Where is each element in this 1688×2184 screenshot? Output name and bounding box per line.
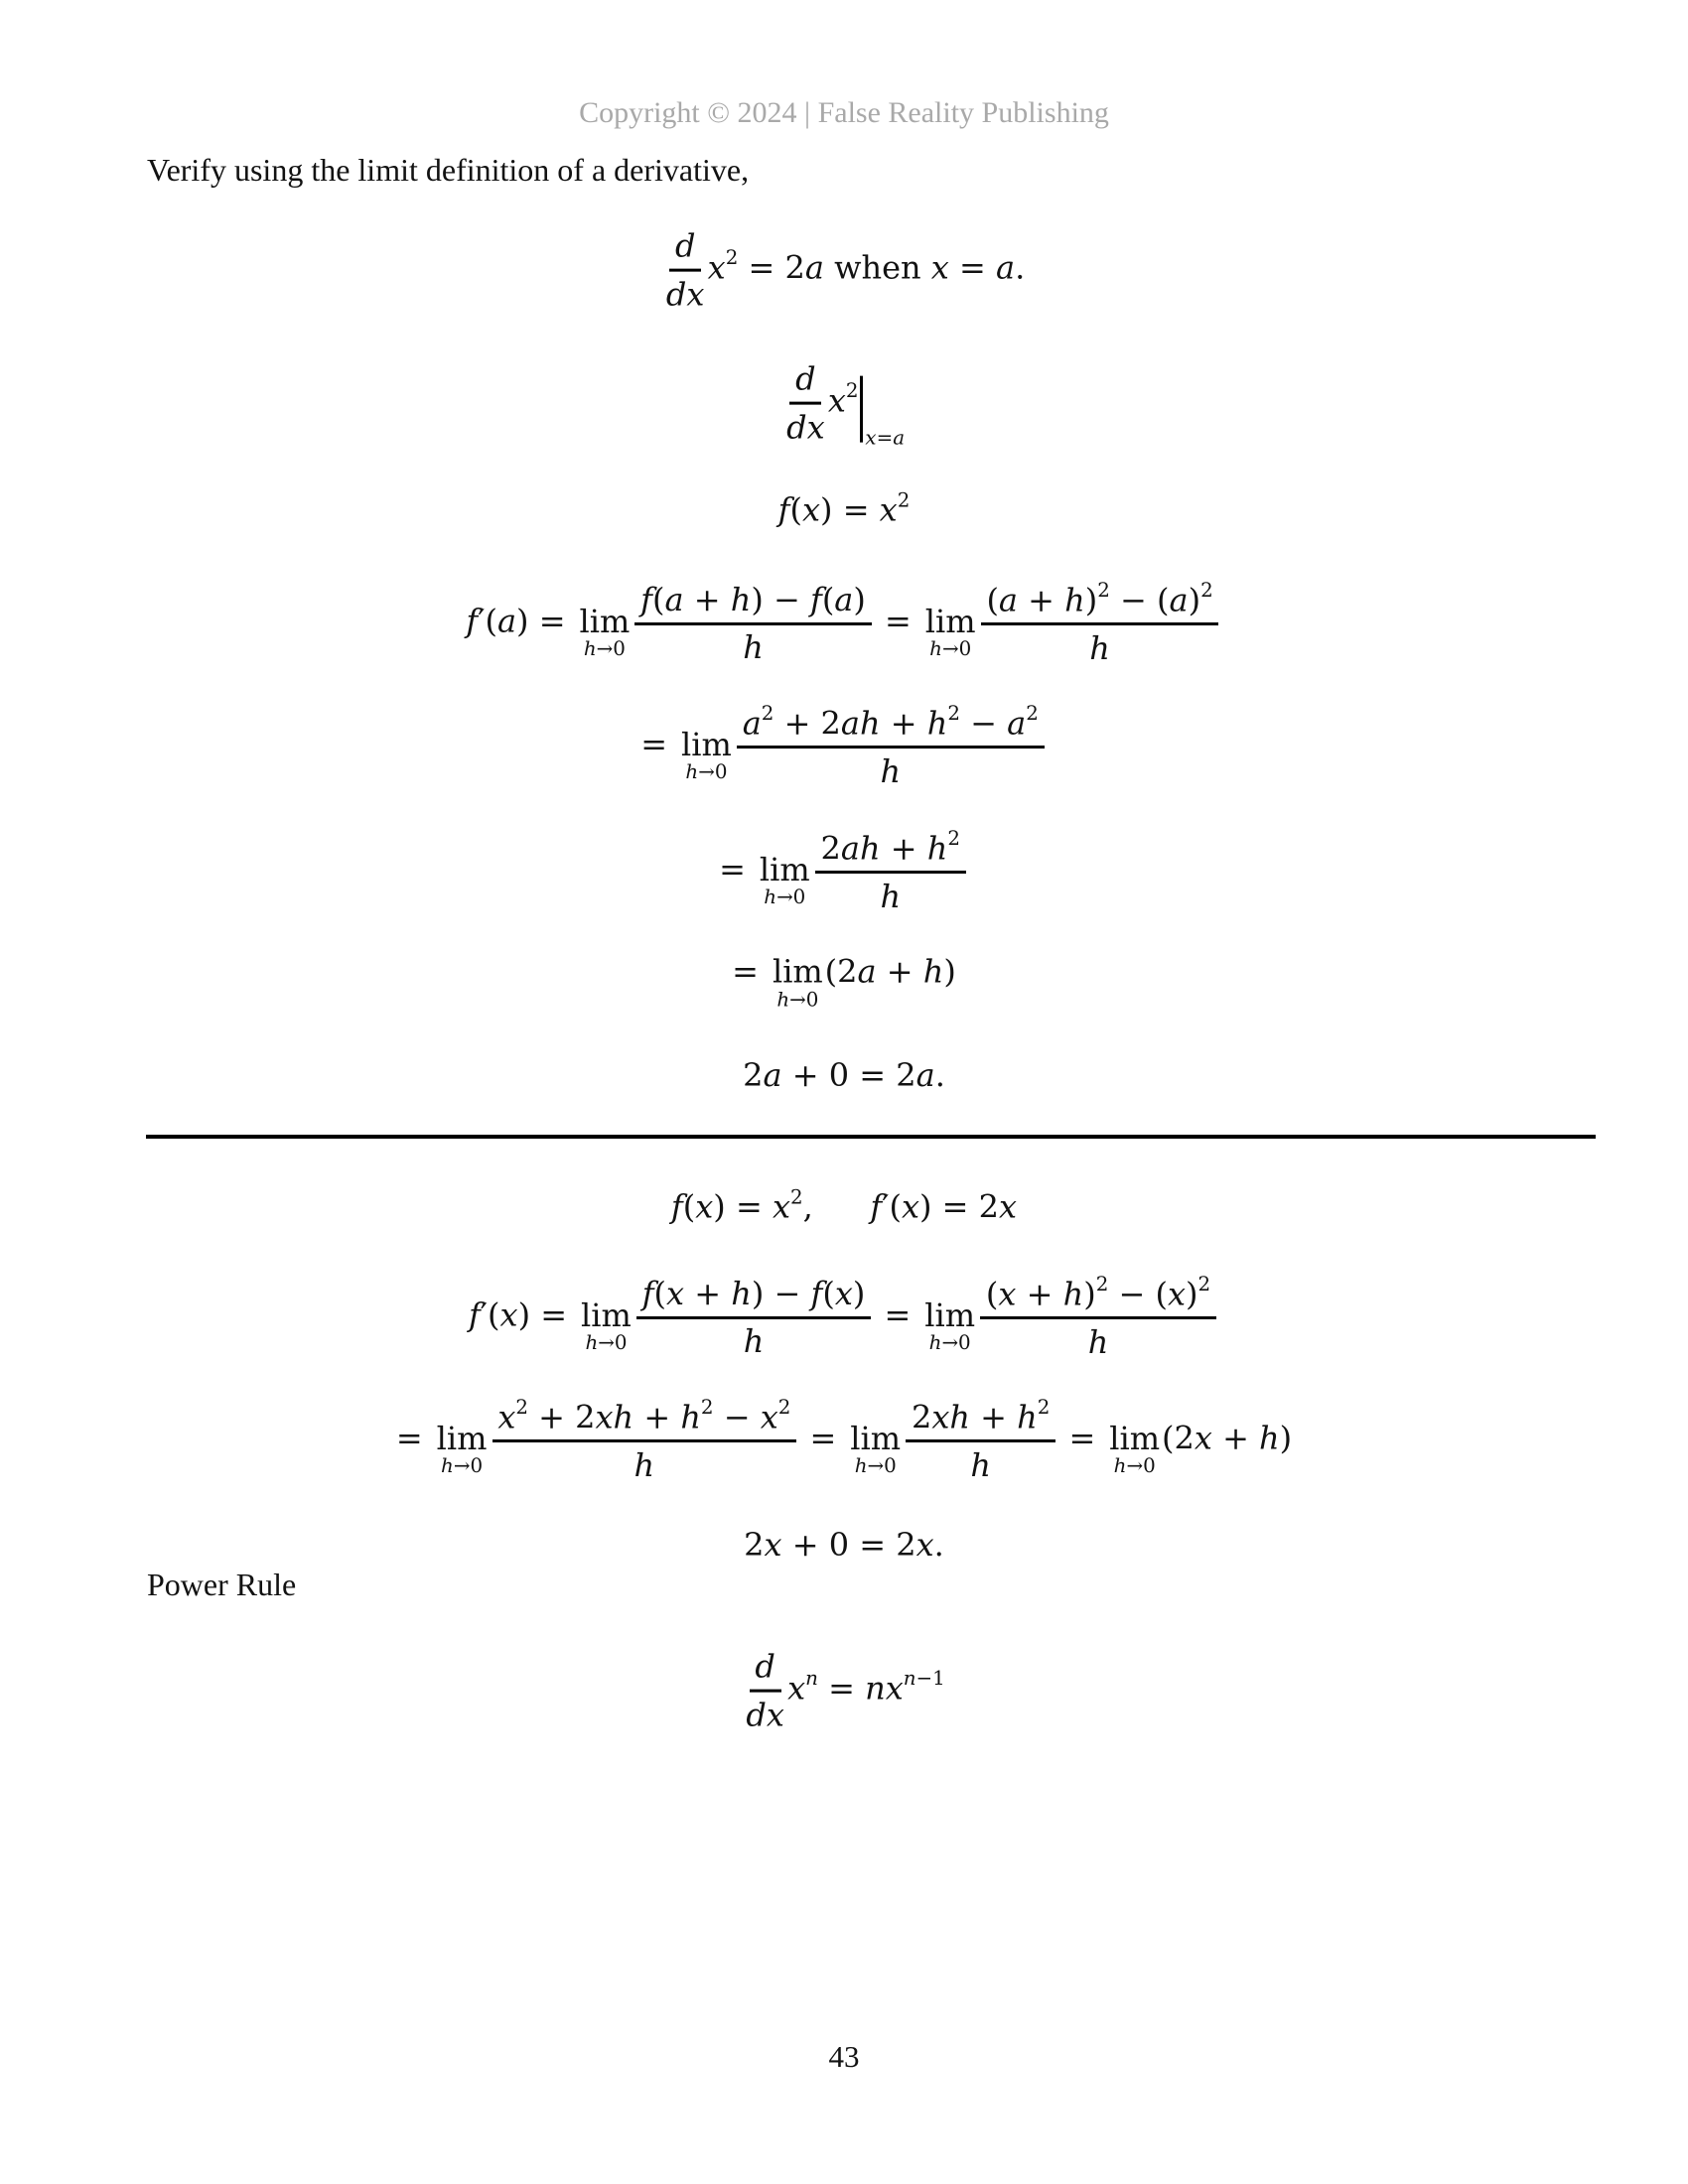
math-text: =: [732, 952, 770, 991]
math-superscript: [1200, 579, 1213, 602]
math-variable: h: [743, 1322, 765, 1361]
fraction-numerator: [737, 702, 1045, 749]
math-variable: h: [1064, 581, 1085, 619]
limit-word: lim: [759, 850, 810, 888]
math-text: ) −: [751, 1274, 811, 1312]
math-text: ): [1084, 581, 1098, 619]
fraction-denominator: [880, 874, 901, 916]
math-fraction: [815, 827, 966, 916]
math-text: =: [874, 1296, 921, 1334]
equation-steps-x: [0, 1396, 1688, 1485]
math-variable: x: [901, 1187, 920, 1226]
equation-power-rule: [0, 1647, 1688, 1735]
math-text: 2: [897, 488, 911, 512]
math-variable: f: [466, 602, 479, 640]
math-variable: x: [764, 1526, 782, 1564]
math-text: + 2: [527, 1398, 596, 1436]
math-text: ): [1188, 581, 1201, 619]
math-fraction: [636, 1274, 871, 1362]
evaluation-bar: [860, 375, 906, 450]
section-divider: [146, 1135, 1596, 1139]
math-variable: x: [497, 1398, 516, 1436]
math-text: 2: [845, 379, 859, 403]
equation-result-x: [0, 1525, 1688, 1565]
math-text: + 0 = 2: [781, 1526, 916, 1564]
math-text: 2: [744, 1526, 765, 1564]
equation-limit-a: [0, 951, 1688, 1010]
math-variable: ah: [840, 829, 881, 868]
limit-word: lim: [581, 1296, 632, 1334]
fraction-numerator: [815, 827, 966, 874]
math-text: →0: [789, 987, 819, 1011]
math-superscript: [947, 702, 960, 725]
math-limit: [579, 602, 631, 661]
math-text: 2: [820, 829, 841, 868]
math-text: 2: [761, 701, 774, 725]
fraction-denominator: [634, 1442, 655, 1485]
math-text: ) −: [751, 580, 810, 618]
math-superscript: [778, 1396, 791, 1419]
math-text: ): [943, 952, 956, 991]
math-text: ) =: [517, 1296, 578, 1334]
math-text: =: [817, 1669, 866, 1707]
limit-subscript: [1114, 1455, 1156, 1477]
limit-subscript: [776, 989, 818, 1011]
limit-subscript: [441, 1455, 483, 1477]
math-superscript: [1026, 702, 1039, 725]
math-variable: a: [1169, 581, 1189, 619]
math-variable: h: [970, 1446, 991, 1485]
fraction-numerator: [980, 1273, 1216, 1319]
math-variable: nx: [865, 1669, 904, 1707]
math-superscript: [1097, 579, 1110, 602]
limit-word: lim: [1109, 1419, 1161, 1457]
math-text: 2: [789, 1185, 803, 1209]
fraction-denominator: [743, 625, 764, 668]
math-variable: h: [743, 628, 764, 667]
math-variable: h: [731, 1274, 752, 1312]
math-variable: h: [1113, 1454, 1127, 1478]
math-superscript: [947, 827, 960, 850]
fraction-numerator: [789, 359, 821, 405]
math-variable: dx: [746, 1696, 784, 1734]
math-superscript: [701, 1396, 714, 1419]
math-variable: h: [764, 886, 777, 909]
limit-subscript: [929, 1332, 971, 1354]
limit-subscript: [685, 761, 727, 783]
fraction-numerator: [636, 1274, 871, 1319]
fraction-denominator: [666, 272, 705, 315]
math-fraction: [666, 226, 705, 315]
math-text: ): [852, 1274, 866, 1312]
math-limit: [681, 725, 732, 784]
math-variable: x: [1167, 1275, 1187, 1313]
math-text: +: [1016, 1275, 1063, 1313]
math-limit: [924, 602, 976, 661]
math-variable: a: [664, 580, 684, 618]
math-text: →0: [1126, 1454, 1156, 1478]
limit-subscript: [585, 1332, 627, 1354]
math-text: 2: [1197, 1272, 1211, 1296]
math-variable: x: [787, 1669, 806, 1707]
math-text: 2: [1037, 1395, 1051, 1419]
math-text: +: [684, 1274, 732, 1312]
math-text: +: [633, 1398, 681, 1436]
math-variable: dx: [786, 408, 825, 447]
math-variable: x: [930, 248, 949, 287]
math-variable: f: [870, 1187, 883, 1226]
math-text: +: [969, 1398, 1018, 1436]
intro-text: Verify using the limit definition of a derivative,: [147, 152, 750, 188]
math-text: −: [713, 1398, 761, 1436]
math-variable: d: [674, 226, 696, 265]
fraction-denominator: [1088, 1319, 1109, 1362]
math-text: (: [821, 580, 835, 618]
math-variable: x: [695, 1187, 714, 1226]
math-variable: f: [777, 490, 790, 529]
math-superscript: [1198, 1273, 1211, 1296]
limit-word: lim: [436, 1419, 488, 1457]
math-text: +: [880, 704, 927, 743]
math-variable: x: [666, 1274, 685, 1312]
math-variable: a: [496, 602, 517, 640]
math-text: (: [985, 1275, 999, 1313]
limit-subscript: [764, 887, 805, 908]
math-limit: [924, 1298, 975, 1353]
math-text: →0: [453, 1454, 484, 1478]
math-text: =: [395, 1419, 433, 1457]
math-variable: a: [893, 426, 906, 450]
math-variable: f: [640, 580, 652, 618]
limit-subscript: [855, 1455, 897, 1477]
math-superscript: [846, 379, 859, 402]
math-variable: h: [583, 637, 597, 661]
math-text: ′(: [480, 1296, 500, 1334]
math-variable: a: [763, 1056, 782, 1094]
math-text: =: [874, 602, 921, 640]
math-superscript: [898, 488, 911, 511]
math-text: →0: [598, 1331, 628, 1355]
equation-fprime-a: [0, 579, 1688, 668]
math-variable: d: [795, 359, 816, 398]
math-text: (: [682, 1187, 696, 1226]
limit-word: lim: [924, 1296, 976, 1334]
math-variable: h: [1259, 1419, 1280, 1457]
math-text: +: [1018, 581, 1065, 619]
math-text: 2: [743, 1056, 764, 1094]
math-text: 2: [700, 1395, 714, 1419]
math-variable: x: [999, 1187, 1018, 1226]
math-superscript: [1038, 1396, 1051, 1419]
equation-expand-a: [0, 702, 1688, 791]
math-variable: a: [834, 580, 854, 618]
math-text: +: [1211, 1419, 1260, 1457]
math-superscript: [904, 1667, 945, 1690]
math-fraction: [634, 580, 871, 668]
math-text: →0: [698, 760, 728, 784]
math-text: + 2: [774, 704, 841, 743]
math-variable: xh: [595, 1398, 634, 1436]
math-superscript: [790, 1185, 803, 1208]
math-variable: x: [834, 1274, 853, 1312]
math-variable: x: [1194, 1419, 1212, 1457]
math-variable: h: [685, 760, 699, 784]
math-text: 2: [1026, 701, 1039, 725]
math-fraction: [786, 359, 825, 448]
equation-f-definition: [0, 488, 1688, 529]
math-text: 2: [911, 1398, 932, 1436]
math-superscript: [515, 1396, 528, 1419]
math-text: =: [640, 725, 678, 763]
math-text: 2: [1200, 578, 1213, 602]
math-variable: ah: [840, 704, 881, 743]
math-variable: f: [810, 1274, 823, 1312]
math-text: (: [986, 581, 999, 619]
math-limit: [759, 850, 810, 909]
equation-fprime-x: [0, 1273, 1688, 1362]
math-variable: x: [760, 1398, 778, 1436]
math-limit: [581, 1298, 632, 1353]
math-text: =: [719, 850, 757, 888]
math-text: (2: [1162, 1419, 1195, 1457]
math-text: (: [652, 580, 665, 618]
math-fraction: [746, 1647, 784, 1735]
math-text: →0: [941, 637, 972, 661]
limit-subscript: [929, 638, 971, 660]
math-text: ) =: [820, 490, 880, 529]
fraction-denominator: [970, 1442, 991, 1485]
math-text: .: [1015, 248, 1026, 287]
math-fraction: [492, 1396, 797, 1485]
math-variable: a: [998, 581, 1018, 619]
math-text: ): [1279, 1419, 1293, 1457]
math-text: ) =: [516, 602, 576, 640]
math-variable: h: [854, 1454, 868, 1478]
math-variable: h: [633, 1446, 655, 1485]
fraction-numerator: [981, 579, 1219, 625]
power-rule-heading: Power Rule: [147, 1567, 297, 1602]
math-fraction: [737, 702, 1045, 791]
math-variable: h: [928, 1331, 942, 1355]
math-variable: h: [1017, 1398, 1038, 1436]
math-variable: h: [1087, 1323, 1109, 1362]
math-variable: f: [670, 1187, 683, 1226]
limit-word: lim: [772, 952, 823, 991]
math-text: when: [823, 248, 931, 287]
math-variable: n: [903, 1667, 916, 1691]
math-text: − (: [1108, 1275, 1168, 1313]
equation-derivative-claim: [0, 226, 1688, 315]
math-variable: x: [998, 1275, 1017, 1313]
math-text: 2: [947, 826, 960, 850]
math-variable: f: [641, 1274, 654, 1312]
math-text: =: [876, 426, 894, 450]
math-variable: x: [801, 490, 821, 529]
math-variable: h: [585, 1331, 599, 1355]
equation-evaluation-bar: [0, 359, 1688, 448]
evaluation-subscript: [863, 426, 906, 450]
math-limit: [436, 1419, 488, 1478]
fraction-numerator: [492, 1396, 797, 1442]
fraction-denominator: [880, 749, 901, 791]
math-text: →0: [596, 637, 626, 661]
math-variable: x: [915, 1526, 934, 1564]
fraction-denominator: [744, 1319, 765, 1362]
fraction-numerator: [634, 580, 871, 625]
math-text: 2: [725, 246, 739, 270]
page-number: 43: [828, 2039, 860, 2074]
math-text: = 2: [738, 248, 805, 287]
equation-f-and-fprime: [0, 1185, 1688, 1226]
math-variable: a: [915, 1056, 935, 1094]
fraction-denominator: [746, 1693, 784, 1735]
math-fraction: [906, 1396, 1055, 1485]
math-text: ) = 2: [919, 1187, 1000, 1226]
math-text: ): [853, 580, 866, 618]
limit-word: lim: [579, 602, 631, 640]
math-fraction: [981, 579, 1219, 668]
math-text: ) =: [713, 1187, 773, 1226]
math-variable: f: [468, 1296, 481, 1334]
math-variable: a: [857, 952, 877, 991]
math-variable: h: [926, 704, 948, 743]
math-text: .: [933, 1526, 944, 1564]
math-text: →0: [867, 1454, 897, 1478]
math-variable: h: [1062, 1275, 1084, 1313]
math-text: ): [1083, 1275, 1096, 1313]
math-text: 2: [777, 1395, 791, 1419]
math-text: 2: [515, 1395, 528, 1419]
math-variable: h: [880, 878, 902, 916]
math-limit: [772, 952, 823, 1011]
fraction-denominator: [786, 405, 825, 448]
math-variable: xh: [931, 1398, 970, 1436]
math-superscript: [805, 1667, 818, 1690]
limit-word: lim: [681, 725, 732, 763]
math-variable: h: [441, 1454, 454, 1478]
math-variable: h: [880, 752, 902, 791]
math-text: − (: [1109, 581, 1170, 619]
math-variable: h: [680, 1398, 701, 1436]
math-variable: n: [805, 1667, 818, 1691]
math-superscript: [762, 702, 774, 725]
math-variable: x: [499, 1296, 518, 1334]
math-variable: dx: [665, 275, 705, 314]
fraction-numerator: [750, 1647, 781, 1693]
math-text: (: [822, 1274, 835, 1312]
math-variable: h: [922, 952, 944, 991]
math-variable: h: [926, 829, 948, 868]
math-text: ′(: [882, 1187, 902, 1226]
math-variable: a: [804, 248, 824, 287]
math-text: 2: [947, 701, 960, 725]
math-variable: h: [929, 637, 942, 661]
math-limit: [1109, 1419, 1161, 1478]
math-fraction: [980, 1273, 1216, 1362]
math-text: (2: [824, 952, 858, 991]
math-text: (: [653, 1274, 667, 1312]
equation-result-a: [0, 1055, 1688, 1095]
fraction-numerator: [906, 1396, 1055, 1442]
math-variable: x: [865, 426, 877, 450]
math-text: +: [880, 829, 927, 868]
math-text: =: [948, 248, 996, 287]
copyright-header: Copyright © 2024 | False Reality Publishing: [579, 96, 1109, 129]
math-text: 2: [1095, 1272, 1109, 1296]
math-text: =: [799, 1419, 847, 1457]
math-variable: x: [707, 248, 726, 287]
math-variable: h: [730, 580, 752, 618]
math-superscript: [726, 246, 739, 269]
math-text: + 0 = 2: [781, 1056, 916, 1094]
math-variable: d: [755, 1647, 775, 1686]
math-text: ): [1186, 1275, 1198, 1313]
math-variable: x: [879, 490, 898, 529]
math-text: −: [959, 704, 1008, 743]
math-limit: [850, 1419, 902, 1478]
math-text: 2: [1097, 578, 1110, 602]
math-text: .: [934, 1056, 945, 1094]
fraction-denominator: [1089, 625, 1110, 668]
math-variable: a: [1007, 704, 1027, 743]
math-variable: a: [742, 704, 762, 743]
math-text: (: [789, 490, 802, 529]
math-text: ′(: [478, 602, 497, 640]
limit-word: lim: [850, 1419, 902, 1457]
math-variable: h: [776, 987, 790, 1011]
math-variable: f: [809, 580, 822, 618]
math-text: −1: [915, 1667, 945, 1691]
math-text: +: [876, 952, 923, 991]
fraction-numerator: [669, 226, 701, 272]
math-variable: a: [996, 248, 1016, 287]
limit-subscript: [584, 638, 626, 660]
equation-simplify-a: [0, 827, 1688, 916]
math-text: →0: [776, 886, 806, 909]
math-variable: x: [772, 1187, 790, 1226]
math-text: +: [683, 580, 731, 618]
math-variable: x: [827, 381, 846, 420]
math-superscript: [1096, 1273, 1109, 1296]
math-variable: h: [1089, 629, 1110, 668]
math-text: ,: [802, 1187, 813, 1226]
math-text: =: [1058, 1419, 1106, 1457]
math-text: →0: [941, 1331, 971, 1355]
limit-word: lim: [924, 602, 976, 640]
